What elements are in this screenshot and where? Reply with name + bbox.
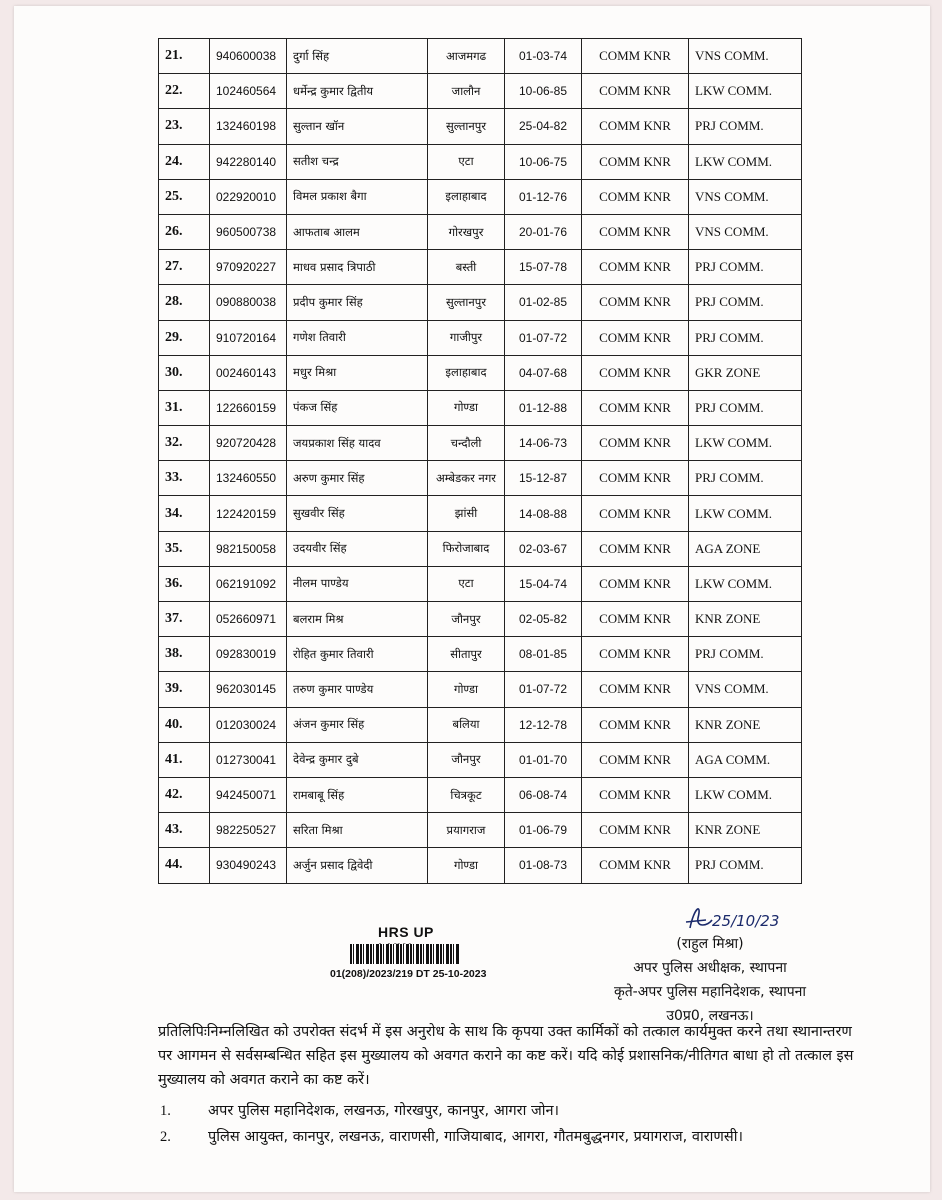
signatory-name: (राहुल मिश्रा)	[676, 936, 744, 952]
home-district-cell: एटा	[428, 144, 505, 179]
serial-number-cell: 29.	[159, 320, 210, 355]
pno-number-cell: 970920227	[210, 250, 287, 285]
table-row	[159, 144, 802, 179]
pno-number-cell: 012730041	[210, 742, 287, 777]
to-unit-cell: LKW COMM.	[689, 566, 802, 601]
to-unit-cell: LKW COMM.	[689, 74, 802, 109]
serial-number-cell: 31.	[159, 390, 210, 425]
from-unit-cell: COMM KNR	[582, 848, 689, 883]
table-row	[159, 74, 802, 109]
serial-number-cell: 34.	[159, 496, 210, 531]
serial-number-cell: 25.	[159, 179, 210, 214]
to-unit-cell: LKW COMM.	[689, 777, 802, 812]
signature-date: 25/10/23	[712, 912, 780, 930]
employee-name-cell: मधुर मिश्रा	[287, 355, 428, 390]
from-unit-cell: COMM KNR	[582, 742, 689, 777]
stamp-header: HRS UP	[378, 924, 434, 940]
home-district-cell: गोण्डा	[428, 390, 505, 425]
employee-name-cell: प्रदीप कुमार सिंह	[287, 285, 428, 320]
date-of-birth-cell: 25-04-82	[505, 109, 582, 144]
from-unit-cell: COMM KNR	[582, 179, 689, 214]
pno-number-cell: 122660159	[210, 390, 287, 425]
copy-to-list	[158, 1098, 858, 1150]
table-row	[159, 777, 802, 812]
serial-number-cell: 33.	[159, 461, 210, 496]
to-unit-cell: AGA COMM.	[689, 742, 802, 777]
home-district-cell: बस्ती	[428, 250, 505, 285]
table-row	[159, 531, 802, 566]
employee-name-cell: सुल्तान खॉन	[287, 109, 428, 144]
date-of-birth-cell: 01-02-85	[505, 285, 582, 320]
date-of-birth-cell: 08-01-85	[505, 637, 582, 672]
date-of-birth-cell: 01-01-70	[505, 742, 582, 777]
employee-name-cell: पंकज सिंह	[287, 390, 428, 425]
serial-number-cell: 21.	[159, 39, 210, 74]
date-of-birth-cell: 01-12-76	[505, 179, 582, 214]
table-row	[159, 742, 802, 777]
signatory-designation: अपर पुलिस अधीक्षक, स्थापना	[633, 960, 787, 976]
from-unit-cell: COMM KNR	[582, 426, 689, 461]
home-district-cell: एटा	[428, 566, 505, 601]
date-of-birth-cell: 01-03-74	[505, 39, 582, 74]
serial-number-cell: 23.	[159, 109, 210, 144]
stamp-reference: 01(208)/2023/219 DT 25-10-2023	[330, 968, 487, 980]
to-unit-cell: VNS COMM.	[689, 214, 802, 249]
from-unit-cell: COMM KNR	[582, 531, 689, 566]
employee-name-cell: माधव प्रसाद त्रिपाठी	[287, 250, 428, 285]
table-row	[159, 461, 802, 496]
employee-name-cell: धर्मेन्द्र कुमार द्वितीय	[287, 74, 428, 109]
serial-number-cell: 42.	[159, 777, 210, 812]
to-unit-cell: VNS COMM.	[689, 672, 802, 707]
from-unit-cell: COMM KNR	[582, 285, 689, 320]
list-item-number: 2.	[160, 1129, 171, 1145]
to-unit-cell: LKW COMM.	[689, 144, 802, 179]
to-unit-cell: PRJ COMM.	[689, 109, 802, 144]
date-of-birth-cell: 14-08-88	[505, 496, 582, 531]
home-district-cell: सुल्तानपुर	[428, 285, 505, 320]
table-row	[159, 848, 802, 883]
from-unit-cell: COMM KNR	[582, 672, 689, 707]
pno-number-cell: 962030145	[210, 672, 287, 707]
table-row	[159, 179, 802, 214]
pno-number-cell: 982150058	[210, 531, 287, 566]
serial-number-cell: 28.	[159, 285, 210, 320]
home-district-cell: झांसी	[428, 496, 505, 531]
employee-name-cell: देवेन्द्र कुमार दुबे	[287, 742, 428, 777]
home-district-cell: आजमगढ	[428, 39, 505, 74]
to-unit-cell: KNR ZONE	[689, 813, 802, 848]
pno-number-cell: 910720164	[210, 320, 287, 355]
date-of-birth-cell: 15-07-78	[505, 250, 582, 285]
office-stamp	[330, 918, 487, 982]
from-unit-cell: COMM KNR	[582, 250, 689, 285]
transfer-table-body	[159, 39, 802, 884]
pno-number-cell: 122420159	[210, 496, 287, 531]
transfer-table	[158, 38, 802, 884]
table-row	[159, 566, 802, 601]
home-district-cell: गोण्डा	[428, 848, 505, 883]
home-district-cell: फिरोजाबाद	[428, 531, 505, 566]
employee-name-cell: विमल प्रकाश बैगा	[287, 179, 428, 214]
to-unit-cell: PRJ COMM.	[689, 285, 802, 320]
to-unit-cell: KNR ZONE	[689, 707, 802, 742]
employee-name-cell: रोहित कुमार तिवारी	[287, 637, 428, 672]
home-district-cell: गोरखपुर	[428, 214, 505, 249]
serial-number-cell: 24.	[159, 144, 210, 179]
employee-name-cell: नीलम पाण्डेय	[287, 566, 428, 601]
employee-name-cell: जयप्रकाश सिंह यादव	[287, 426, 428, 461]
table-row	[159, 813, 802, 848]
signature-block	[560, 932, 860, 1028]
date-of-birth-cell: 02-05-82	[505, 602, 582, 637]
date-of-birth-cell: 10-06-85	[505, 74, 582, 109]
employee-name-cell: अरुण कुमार सिंह	[287, 461, 428, 496]
from-unit-cell: COMM KNR	[582, 74, 689, 109]
date-of-birth-cell: 01-06-79	[505, 813, 582, 848]
from-unit-cell: COMM KNR	[582, 214, 689, 249]
from-unit-cell: COMM KNR	[582, 461, 689, 496]
date-of-birth-cell: 10-06-75	[505, 144, 582, 179]
date-of-birth-cell: 15-12-87	[505, 461, 582, 496]
table-row	[159, 250, 802, 285]
home-district-cell: सीतापुर	[428, 637, 505, 672]
table-row	[159, 390, 802, 425]
copy-to-section	[158, 1020, 858, 1150]
date-of-birth-cell: 20-01-76	[505, 214, 582, 249]
table-row	[159, 426, 802, 461]
to-unit-cell: KNR ZONE	[689, 602, 802, 637]
employee-name-cell: उदयवीर सिंह	[287, 531, 428, 566]
from-unit-cell: COMM KNR	[582, 566, 689, 601]
home-district-cell: चित्रकूट	[428, 777, 505, 812]
to-unit-cell: PRJ COMM.	[689, 390, 802, 425]
table-row	[159, 672, 802, 707]
serial-number-cell: 39.	[159, 672, 210, 707]
table-row	[159, 637, 802, 672]
date-of-birth-cell: 04-07-68	[505, 355, 582, 390]
employee-name-cell: तरुण कुमार पाण्डेय	[287, 672, 428, 707]
table-row	[159, 496, 802, 531]
serial-number-cell: 32.	[159, 426, 210, 461]
pno-number-cell: 102460564	[210, 74, 287, 109]
barcode-icon	[350, 944, 460, 964]
table-row	[159, 285, 802, 320]
home-district-cell: अम्बेडकर नगर	[428, 461, 505, 496]
from-unit-cell: COMM KNR	[582, 602, 689, 637]
table-row	[159, 214, 802, 249]
employee-name-cell: रामबाबू सिंह	[287, 777, 428, 812]
pno-number-cell: 002460143	[210, 355, 287, 390]
pno-number-cell: 132460198	[210, 109, 287, 144]
date-of-birth-cell: 01-08-73	[505, 848, 582, 883]
date-of-birth-cell: 01-12-88	[505, 390, 582, 425]
table-row	[159, 320, 802, 355]
from-unit-cell: COMM KNR	[582, 109, 689, 144]
pno-number-cell: 132460550	[210, 461, 287, 496]
home-district-cell: बलिया	[428, 707, 505, 742]
to-unit-cell: LKW COMM.	[689, 426, 802, 461]
table-row	[159, 602, 802, 637]
pno-number-cell: 982250527	[210, 813, 287, 848]
employee-name-cell: गणेश तिवारी	[287, 320, 428, 355]
home-district-cell: जौनपुर	[428, 742, 505, 777]
from-unit-cell: COMM KNR	[582, 320, 689, 355]
from-unit-cell: COMM KNR	[582, 707, 689, 742]
table-row	[159, 707, 802, 742]
from-unit-cell: COMM KNR	[582, 637, 689, 672]
date-of-birth-cell: 01-07-72	[505, 672, 582, 707]
from-unit-cell: COMM KNR	[582, 496, 689, 531]
home-district-cell: इलाहाबाद	[428, 355, 505, 390]
home-district-cell: चन्दौली	[428, 426, 505, 461]
list-item	[158, 1098, 858, 1124]
from-unit-cell: COMM KNR	[582, 355, 689, 390]
date-of-birth-cell: 12-12-78	[505, 707, 582, 742]
employee-name-cell: सरिता मिश्रा	[287, 813, 428, 848]
pno-number-cell: 052660971	[210, 602, 287, 637]
date-of-birth-cell: 06-08-74	[505, 777, 582, 812]
pno-number-cell: 012030024	[210, 707, 287, 742]
home-district-cell: गोण्डा	[428, 672, 505, 707]
to-unit-cell: PRJ COMM.	[689, 637, 802, 672]
pno-number-cell: 920720428	[210, 426, 287, 461]
list-item-text: पुलिस आयुक्त, कानपुर, लखनऊ, वाराणसी, गाजियाबाद, आगरा, गौतमबुद्धनगर, प्रयागराज, वाराणसी।	[208, 1129, 743, 1145]
serial-number-cell: 44.	[159, 848, 210, 883]
employee-name-cell: दुर्गा सिंह	[287, 39, 428, 74]
pno-number-cell: 062191092	[210, 566, 287, 601]
to-unit-cell: PRJ COMM.	[689, 848, 802, 883]
pno-number-cell: 942280140	[210, 144, 287, 179]
serial-number-cell: 26.	[159, 214, 210, 249]
home-district-cell: प्रयागराज	[428, 813, 505, 848]
home-district-cell: जालौन	[428, 74, 505, 109]
to-unit-cell: VNS COMM.	[689, 39, 802, 74]
employee-name-cell: अंजन कुमार सिंह	[287, 707, 428, 742]
table-row	[159, 39, 802, 74]
pno-number-cell: 092830019	[210, 637, 287, 672]
to-unit-cell: VNS COMM.	[689, 179, 802, 214]
pno-number-cell: 090880038	[210, 285, 287, 320]
date-of-birth-cell: 14-06-73	[505, 426, 582, 461]
from-unit-cell: COMM KNR	[582, 777, 689, 812]
to-unit-cell: GKR ZONE	[689, 355, 802, 390]
to-unit-cell: PRJ COMM.	[689, 461, 802, 496]
employee-name-cell: सुखवीर सिंह	[287, 496, 428, 531]
serial-number-cell: 30.	[159, 355, 210, 390]
serial-number-cell: 36.	[159, 566, 210, 601]
serial-number-cell: 43.	[159, 813, 210, 848]
employee-name-cell: अर्जुन प्रसाद द्विवेदी	[287, 848, 428, 883]
date-of-birth-cell: 15-04-74	[505, 566, 582, 601]
table-row	[159, 109, 802, 144]
list-item	[158, 1124, 858, 1150]
pno-number-cell: 022920010	[210, 179, 287, 214]
table-row	[159, 355, 802, 390]
pno-number-cell: 930490243	[210, 848, 287, 883]
date-of-birth-cell: 01-07-72	[505, 320, 582, 355]
copy-to-paragraph: प्रतिलिपिःनिम्नलिखित को उपरोक्त संदर्भ में इस अनुरोध के साथ कि कृपया उक्त कार्मिकों को तत्काल कार्यमुक्त करने तथा स्थानान्तरण पर आगमन से सर्वसम्बन्धित सहित इस मुख्यालय को अवगत कराने का कष्ट करें। यदि कोई प्रशासनिक/नीतिगत बाधा हो तो तत्काल इस मुख्यालय को अवगत कराने का कष्ट करें।	[158, 1024, 854, 1088]
employee-name-cell: सतीश चन्द्र	[287, 144, 428, 179]
home-district-cell: जौनपुर	[428, 602, 505, 637]
serial-number-cell: 35.	[159, 531, 210, 566]
to-unit-cell: AGA ZONE	[689, 531, 802, 566]
from-unit-cell: COMM KNR	[582, 144, 689, 179]
pno-number-cell: 942450071	[210, 777, 287, 812]
list-item-number: 1.	[160, 1103, 171, 1119]
home-district-cell: सुल्तानपुर	[428, 109, 505, 144]
home-district-cell: इलाहाबाद	[428, 179, 505, 214]
signatory-office: कृते-अपर पुलिस महानिदेशक, स्थापना	[613, 984, 807, 1000]
serial-number-cell: 40.	[159, 707, 210, 742]
to-unit-cell: LKW COMM.	[689, 496, 802, 531]
serial-number-cell: 38.	[159, 637, 210, 672]
serial-number-cell: 37.	[159, 602, 210, 637]
from-unit-cell: COMM KNR	[582, 390, 689, 425]
serial-number-cell: 22.	[159, 74, 210, 109]
serial-number-cell: 27.	[159, 250, 210, 285]
to-unit-cell: PRJ COMM.	[689, 250, 802, 285]
from-unit-cell: COMM KNR	[582, 39, 689, 74]
signatory-location: उ0प्र0, लखनऊ।	[666, 1008, 754, 1024]
pno-number-cell: 960500738	[210, 214, 287, 249]
to-unit-cell: PRJ COMM.	[689, 320, 802, 355]
employee-name-cell: आफताब आलम	[287, 214, 428, 249]
list-item-text: अपर पुलिस महानिदेशक, लखनऊ, गोरखपुर, कानपुर, आगरा जोन।	[208, 1103, 560, 1119]
employee-name-cell: बलराम मिश्र	[287, 602, 428, 637]
date-of-birth-cell: 02-03-67	[505, 531, 582, 566]
serial-number-cell: 41.	[159, 742, 210, 777]
home-district-cell: गाजीपुर	[428, 320, 505, 355]
pno-number-cell: 940600038	[210, 39, 287, 74]
from-unit-cell: COMM KNR	[582, 813, 689, 848]
